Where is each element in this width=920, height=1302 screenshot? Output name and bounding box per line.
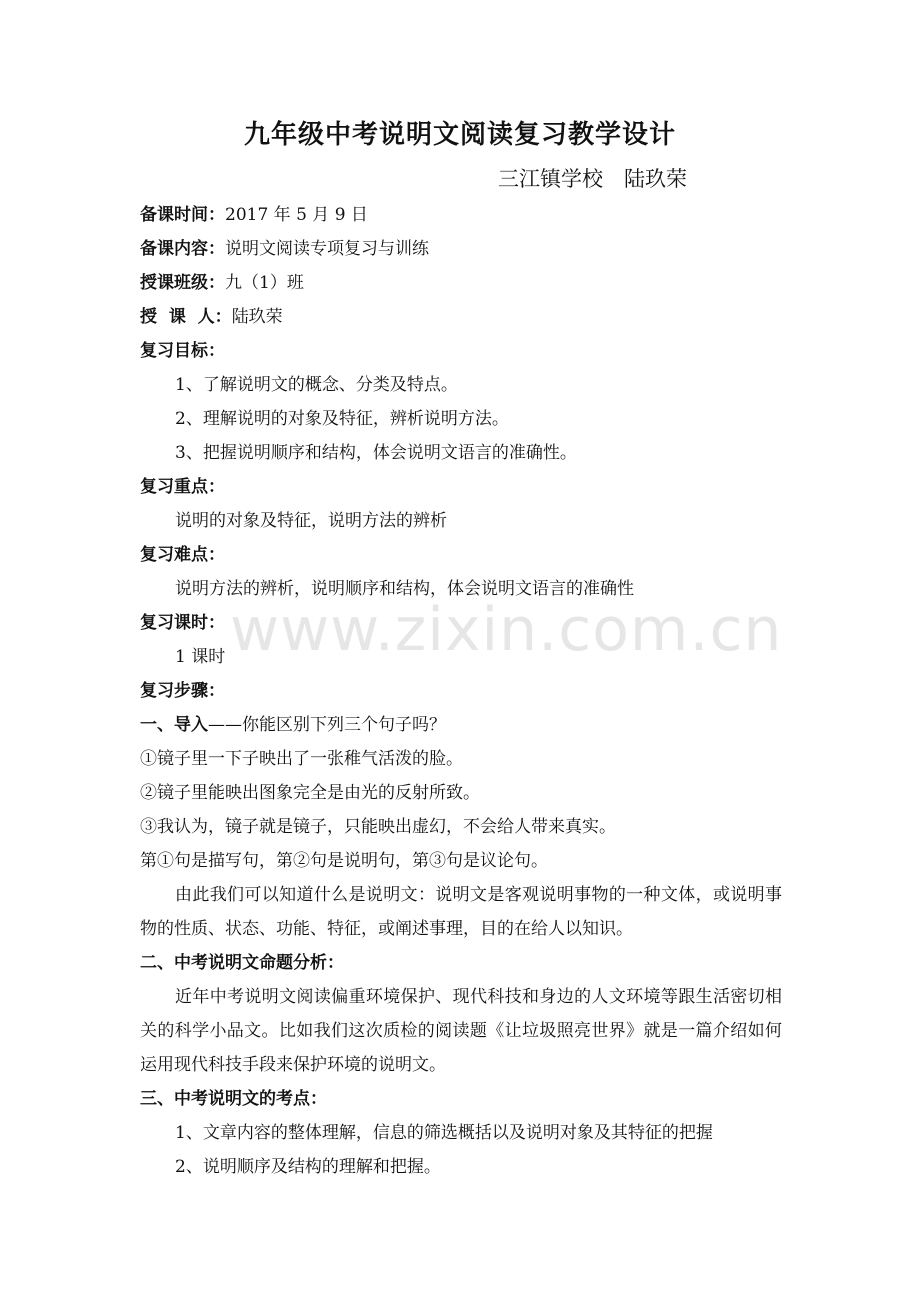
example-sentence: ②镜子里能映出图象完全是由光的反射所致。 [140, 783, 480, 803]
date-value: 2017 年 5 月 9 日 [225, 205, 368, 225]
difficulty-text: 说明方法的辨析，说明顺序和结构，体会说明文语言的准确性 [175, 579, 634, 599]
exam-point-item: 1、文章内容的整体理解，信息的筛选概括以及说明对象及其特征的把握 [175, 1123, 713, 1143]
exam-point-item: 2、说明顺序及结构的理解和把握。 [175, 1157, 441, 1177]
intro-text: ——你能区别下列三个句子吗？ [208, 715, 446, 735]
goal-item: 1、了解说明文的概念、分类及特点。 [175, 375, 458, 395]
difficulty-heading: 复习难点： [140, 545, 225, 565]
analysis-heading: 二、中考说明文命题分析： [140, 953, 344, 973]
document-author: 三江镇学校 陆玖荣 [498, 167, 687, 191]
steps-heading: 复习步骤： [140, 681, 225, 701]
goals-heading: 复习目标： [140, 341, 225, 361]
exam-points-heading: 三、中考说明文的考点： [140, 1089, 327, 1109]
info-class [140, 266, 790, 300]
analysis-paragraph: 近年中考说明文阅读偏重环境保护、现代科技和身边的人文环境等跟生活密切相关的科学小品文。比如我们这次质检的阅读题《让垃圾照亮世界》就是一篇介绍如何运用现代科技手段来保护环境的说明文。 [140, 987, 782, 1075]
teacher-value: 陆玖荣 [231, 307, 283, 327]
intro-line [140, 708, 790, 742]
date-label: 备课时间： [140, 205, 225, 225]
example-sentence: ③我认为，镜子就是镜子，只能映出虚幻，不会给人带来真实。 [140, 817, 616, 837]
intro-label: 一、导入 [140, 715, 208, 735]
conclusion-paragraph: 由此我们可以知道什么是说明文：说明文是客观说明事物的一种文体，或说明事物的性质、状态、功能、特征，或阐述事理，目的在给人以知识。 [140, 885, 782, 939]
goal-item: 3、把握说明顺序和结构，体会说明文语言的准确性。 [175, 443, 577, 463]
key-point-heading: 复习重点： [140, 477, 225, 497]
content-value: 说明文阅读专项复习与训练 [225, 239, 429, 259]
key-point-text: 说明的对象及特征，说明方法的辨析 [175, 511, 447, 531]
teacher-label: 授 课 人： [140, 307, 232, 327]
class-label: 授课班级： [140, 273, 225, 293]
info-teacher [140, 300, 790, 334]
sentence-classification: 第①句是描写句，第②句是说明句，第③句是议论句。 [140, 851, 548, 871]
hours-text: 1 课时 [175, 647, 226, 667]
goal-item: 2、理解说明的对象及特征，辨析说明方法。 [175, 409, 509, 429]
hours-heading: 复习课时： [140, 613, 225, 633]
info-date [140, 198, 790, 232]
content-label: 备课内容： [140, 239, 225, 259]
class-value: 九（1）班 [225, 273, 304, 293]
info-content [140, 232, 790, 266]
document-title: 九年级中考说明文阅读复习教学设计 [243, 120, 676, 150]
watermark: www.zixin.com.cn [230, 595, 783, 665]
example-sentence: ①镜子里一下子映出了一张稚气活泼的脸。 [140, 749, 463, 769]
